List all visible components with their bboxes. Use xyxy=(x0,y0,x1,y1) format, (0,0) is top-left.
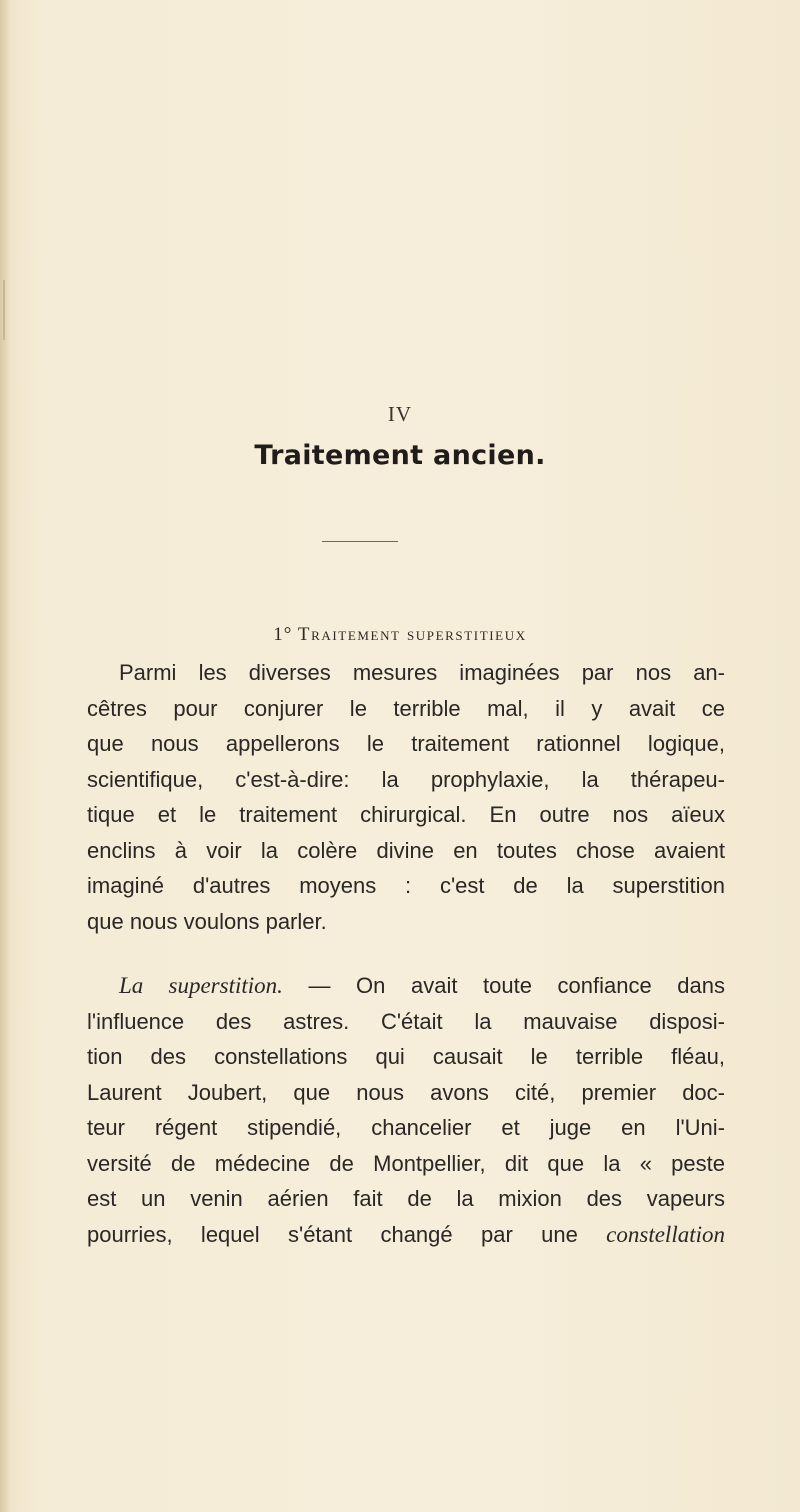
paragraph-line: Parmi les diverses mesures imaginées par nos an- xyxy=(119,660,725,685)
page-edge-mark xyxy=(3,280,5,340)
chapter-number: IV xyxy=(387,402,413,426)
paragraph-line: imaginé d'autres moyens : c'est de la superstition xyxy=(87,873,725,898)
chapter-title: Traitement ancien. xyxy=(254,440,546,471)
paragraph-line: que nous appellerons le traitement rationnel logique, xyxy=(87,731,725,756)
section-title: Traitement superstitieux xyxy=(297,624,527,645)
section-number: 1° xyxy=(273,624,293,645)
paragraph-line: scientifique, c'est-à-dire: la prophylaxie, la thérapeu- xyxy=(87,766,725,792)
lead-rest: — On avait toute confiance dans xyxy=(282,973,725,998)
paragraph-line: Laurent Joubert, que nous avons cité, premier doc- xyxy=(87,1079,725,1105)
section-heading xyxy=(0,624,800,646)
paragraph-line: tion des constellations qui causait le terrible fléau, xyxy=(87,1044,725,1069)
paragraph-line: enclins à voir la colère divine en toutes chose avaient xyxy=(87,837,725,863)
paragraph-intro xyxy=(87,655,725,939)
page-edge-shadow xyxy=(0,0,10,1512)
paragraph-line: cêtres pour conjurer le terrible mal, il y avait ce xyxy=(87,695,725,721)
paragraph-superstition xyxy=(87,968,725,1252)
section-divider xyxy=(322,541,398,542)
italic-lead: La superstition. xyxy=(119,973,283,998)
paragraph-line xyxy=(87,968,725,1004)
paragraph-line: est un venin aérien fait de la mixion des vapeurs xyxy=(87,1186,725,1211)
italic-word: constellation xyxy=(606,1221,725,1247)
paragraph-line: teur régent stipendié, chancelier et juge en l'Uni- xyxy=(87,1115,725,1140)
last-line-text: pourries, lequel s'étant changé par une xyxy=(87,1221,607,1247)
paragraph-line: versité de médecine de Montpellier, dit que la « peste xyxy=(87,1150,725,1176)
paragraph-line: tique et le traitement chirurgical. En outre nos aïeux xyxy=(87,802,725,827)
paragraph-line xyxy=(87,1217,725,1253)
paragraph-line: que nous voulons parler. xyxy=(87,908,327,934)
paragraph-line: l'influence des astres. C'était la mauvaise disposi- xyxy=(87,1008,725,1034)
